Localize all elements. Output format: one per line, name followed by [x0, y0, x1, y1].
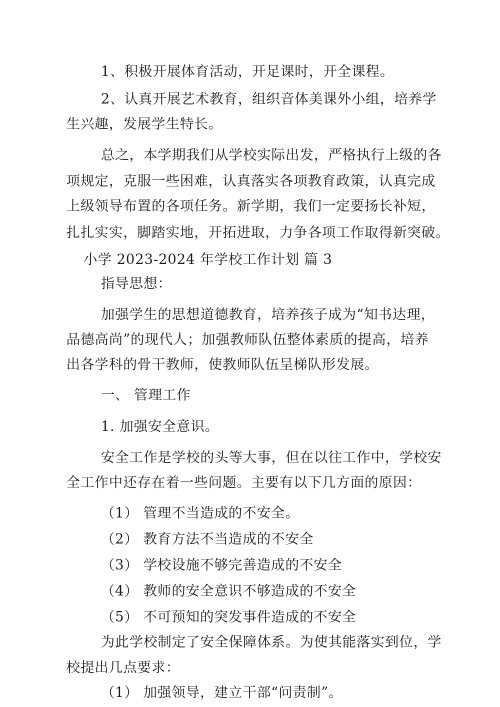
reason-item: （4） 教师的安全意识不够造成的不安全: [100, 583, 357, 600]
summary-line-4: 扎扎实实，脚踏实地，开拓进取，力争各项工作取得新突破。: [66, 225, 450, 242]
paragraph-arts-line-1: 2、认真开展艺术教育，组织音体美课外小组，培养学: [100, 92, 437, 108]
safety-intro-line-1: 安全工作是学校的头等大事，但在以往工作中，学校安: [100, 450, 442, 466]
paragraph-arts-line-2: 生兴趣，发展学生特长。: [66, 117, 223, 133]
reason-item: （2） 教育方法不当造成的不安全: [100, 532, 314, 548]
reason-item: （5） 不可预知的突发事件造成的不安全: [100, 609, 357, 626]
plan-title: 小学 2023-2024 年学校工作计划 篇 3: [83, 252, 333, 268]
system-text-line-1: 为此学校制定了安全保障体系。为使其能落实到位，学: [100, 634, 442, 651]
guiding-text-line-3: 出各学科的骨干教师，使教师队伍呈梯队形发展。: [66, 357, 379, 373]
summary-line-3: 上级领导布置的各项任务。新学期，我们一定要扬长补短，: [66, 198, 436, 215]
guiding-heading: 指导思想：: [100, 276, 172, 292]
paragraph-sports: 1、积极开展体育活动，开足课时，开全课程。: [100, 64, 395, 80]
guiding-text-line-2: 品德高尚”的现代人；加强教师队伍整体素质的提高，培养: [66, 332, 429, 348]
summary-line-2: 项规定，克服一些困难，认真落实各项教育政策，认真完成: [66, 173, 436, 190]
section-heading-management: 一、 管理工作: [100, 387, 191, 404]
reason-item: （3） 学校设施不够完善造成的不安全: [100, 557, 343, 574]
subsection-heading-safety: 1. 加强安全意识。: [100, 419, 219, 436]
safety-intro-line-2: 全工作中还存在着一些问题。主要有以下几方面的原因：: [66, 475, 422, 491]
system-text-line-2: 校提出几点要求：: [66, 660, 180, 677]
requirement-item: （1） 加强领导，建立干部“问责制”。: [100, 685, 343, 702]
guiding-text-line-1: 加强学生的思想道德教育，培养孩子成为“知书达理，: [100, 307, 435, 323]
reason-item: （1） 管理不当造成的不安全。: [100, 506, 300, 522]
summary-line-1: 总之，本学期我们从学校实际出发，严格执行上级的各: [100, 147, 442, 164]
